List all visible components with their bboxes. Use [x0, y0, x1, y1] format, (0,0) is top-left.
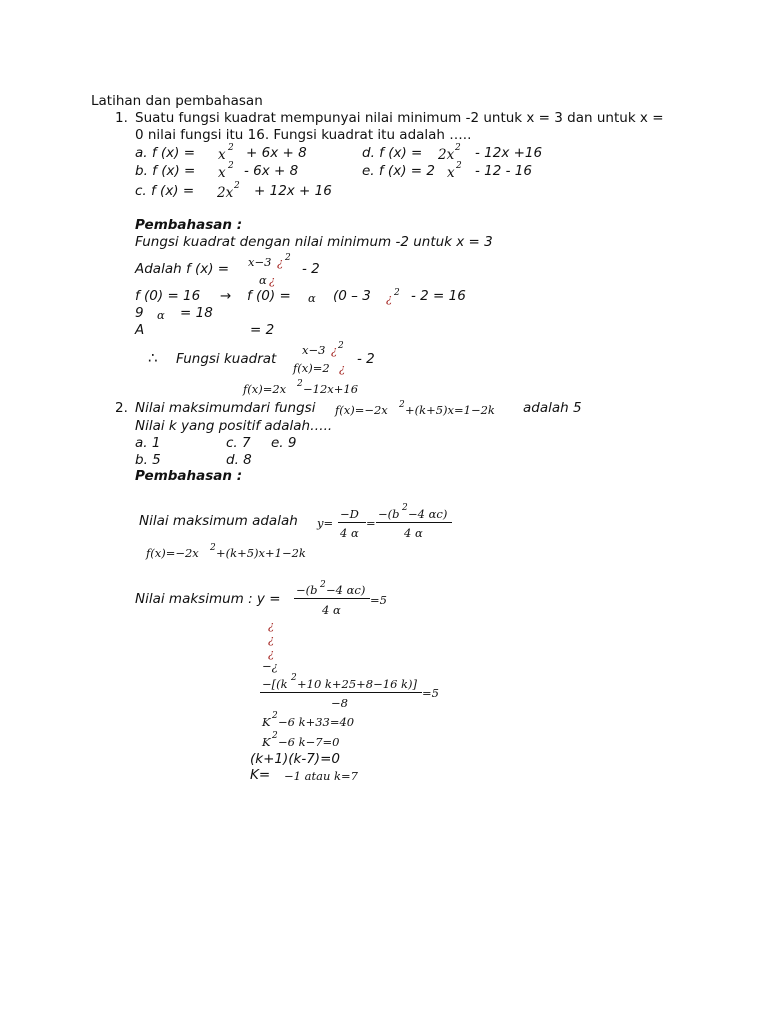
p2-frac-line-1	[338, 522, 366, 523]
p1-f0-left: f (0) = 16	[135, 288, 201, 304]
q2-option-d: d. 8	[226, 452, 252, 468]
p1-line1: Fungsi kuadrat dengan nilai minimum -2 untuk x = 3	[135, 234, 493, 250]
q1-option-a-exp: 2	[228, 143, 234, 153]
p1-f0-mid: f (0) =	[247, 288, 291, 304]
p2-eq: =	[366, 516, 376, 530]
p1-f0-alpha: α	[308, 291, 316, 305]
p2-fx-rest: +(k+5)x+1−2k	[216, 546, 306, 560]
q2-option-c: c. 7	[226, 435, 251, 451]
p2-line2: K	[262, 735, 271, 749]
p2-neg-red: −¿	[262, 659, 278, 673]
p2-line2-exp: 2	[272, 731, 278, 741]
p2-num-3: −(b	[296, 583, 318, 597]
q2-formula: f(x)=−2x	[335, 403, 388, 417]
p2-red-1: ¿	[268, 618, 275, 632]
p2-num-2-exp: 2	[402, 503, 408, 513]
p2-red-2: ¿	[268, 632, 275, 646]
p2-big-eq: =5	[422, 686, 439, 700]
p2-num-2: −(b	[378, 507, 400, 521]
q1-option-d-x: 2x	[438, 147, 455, 163]
q2-option-b: b. 5	[135, 452, 161, 468]
p2-line1-rest: −6 k+33=40	[278, 715, 355, 729]
p2-fx-line: f(x)=−2x	[146, 546, 199, 560]
p1-adalah-top: x−3	[248, 255, 272, 269]
q1-option-c-rest: + 12x + 16	[254, 183, 332, 199]
q1-option-a-rest: + 6x + 8	[246, 145, 307, 161]
p1-fk-top: x−3	[302, 343, 326, 357]
q2-formula-rest: +(k+5)x=1−2k	[405, 403, 495, 417]
p2-den-3: 4 α	[322, 603, 341, 617]
p2-line3: (k+1)(k-7)=0	[250, 751, 340, 767]
q1-option-e-label: e. f (x) = 2	[362, 163, 435, 179]
p1-adalah-bottom: α	[259, 273, 267, 287]
p2-big-num: −[(k	[262, 677, 288, 691]
q2-option-e: e. 9	[271, 435, 297, 451]
q1-option-d-label: d. f (x) =	[362, 145, 423, 161]
p2-red-3: ¿	[268, 646, 275, 660]
p2-den-2: 4 α	[404, 526, 423, 540]
p1-fk-top-exp: 2	[338, 341, 344, 351]
p2-neg-D: −D	[340, 507, 359, 521]
q2-text-line1: Nilai maksimumdari fungsi	[135, 400, 316, 416]
p1-fk-top-red: ¿	[331, 343, 338, 357]
q1-option-e-rest: - 12 - 16	[475, 163, 532, 179]
p2-line1: K	[262, 715, 271, 729]
q1-number: 1.	[115, 110, 128, 126]
p1-result: f(x)=2x	[243, 382, 287, 396]
p1-result-rest: −12x+16	[303, 382, 359, 396]
p2-big-exp: 2	[291, 673, 297, 683]
p1-fk-tail: - 2	[357, 351, 375, 367]
p2-line4-k: K=	[250, 767, 271, 783]
p1-adalah-top-red: ¿	[277, 255, 284, 269]
q1-text-line2: 0 nilai fungsi itu 16. Fungsi kuadrat itu adalah …..	[135, 127, 472, 143]
q2-option-a: a. 1	[135, 435, 161, 451]
p2-heading: Pembahasan :	[135, 468, 243, 484]
p2-line1-exp: 2	[272, 711, 278, 721]
q1-option-d-rest: - 12x +16	[475, 145, 543, 161]
q1-option-c-x: 2x	[217, 185, 234, 201]
p1-fk-bottom-red: ¿	[339, 361, 346, 375]
p2-max-label: Nilai maksimum adalah	[139, 513, 298, 529]
q1-option-b-exp: 2	[228, 161, 234, 171]
p1-nine-alpha: α	[157, 308, 165, 322]
q2-text-tail: adalah 5	[523, 400, 582, 416]
q1-option-a-x: x	[218, 147, 226, 163]
p2-big-den: −8	[331, 696, 348, 710]
q1-text-line1: Suatu fungsi kuadrat mempunyai nilai minimum -2 untuk x = 3 dan untuk x =	[135, 110, 664, 126]
p1-fk-bottom: f(x)=2	[293, 361, 330, 375]
p2-y-eq: y=	[317, 516, 334, 530]
p1-f0-exp: 2	[394, 288, 400, 298]
p1-result-exp: 2	[297, 379, 303, 389]
p1-nine-eq: = 18	[180, 305, 213, 321]
p2-frac-line-3	[294, 598, 370, 599]
p1-fungsi-kuadrat-label: Fungsi kuadrat	[176, 351, 277, 367]
p1-adalah-label: Adalah f (x) =	[135, 261, 230, 277]
p1-adalah-top-exp: 2	[285, 253, 291, 263]
q2-formula-exp: 2	[399, 400, 405, 410]
p1-f0-red: ¿	[386, 291, 393, 305]
q1-option-c-exp: 2	[234, 181, 240, 191]
p2-line2-rest: −6 k−7=0	[278, 735, 340, 749]
q1-option-b-rest: - 6x + 8	[244, 163, 299, 179]
p2-num-3-exp: 2	[320, 580, 326, 590]
q1-option-c-label: c. f (x) =	[135, 183, 195, 199]
p1-A-eq: = 2	[250, 322, 275, 338]
q1-option-e-x: x	[447, 165, 455, 181]
p2-big-rest: +10 k+25+8−16 k)]	[297, 677, 417, 691]
p1-arrow: →	[220, 288, 232, 304]
q1-option-d-exp: 2	[455, 143, 461, 153]
q2-number: 2.	[115, 400, 128, 416]
p1-adalah-tail: - 2	[302, 261, 320, 277]
p1-f0-tail: - 2 = 16	[411, 288, 466, 304]
p2-den-1: 4 α	[340, 526, 359, 540]
q1-option-e-exp: 2	[456, 161, 462, 171]
q2-text-line2: Nilai k yang positif adalah…..	[135, 418, 333, 434]
p1-f0-paren: (0 – 3	[333, 288, 371, 304]
therefore-symbol: ∴	[148, 349, 158, 367]
q1-option-a-label: a. f (x) =	[135, 145, 196, 161]
p2-num-3-rest: −4 αc)	[326, 583, 366, 597]
p2-frac-line-2	[376, 522, 452, 523]
p2-fx-exp: 2	[210, 543, 216, 553]
p1-A-label: A	[135, 322, 145, 338]
q1-option-b-x: x	[218, 165, 226, 181]
p1-heading: Pembahasan :	[135, 217, 243, 233]
p1-nine: 9	[135, 305, 144, 321]
p2-eq5: =5	[370, 593, 387, 607]
p1-adalah-bottom-red: ¿	[269, 273, 276, 287]
q1-option-b-label: b. f (x) =	[135, 163, 196, 179]
p2-line4-answer: −1 atau k=7	[284, 769, 358, 783]
page-title: Latihan dan pembahasan	[91, 93, 263, 109]
p2-max2-label: Nilai maksimum : y =	[135, 591, 281, 607]
p2-frac-line-4	[260, 692, 422, 693]
p2-num-2-rest: −4 αc)	[408, 507, 448, 521]
